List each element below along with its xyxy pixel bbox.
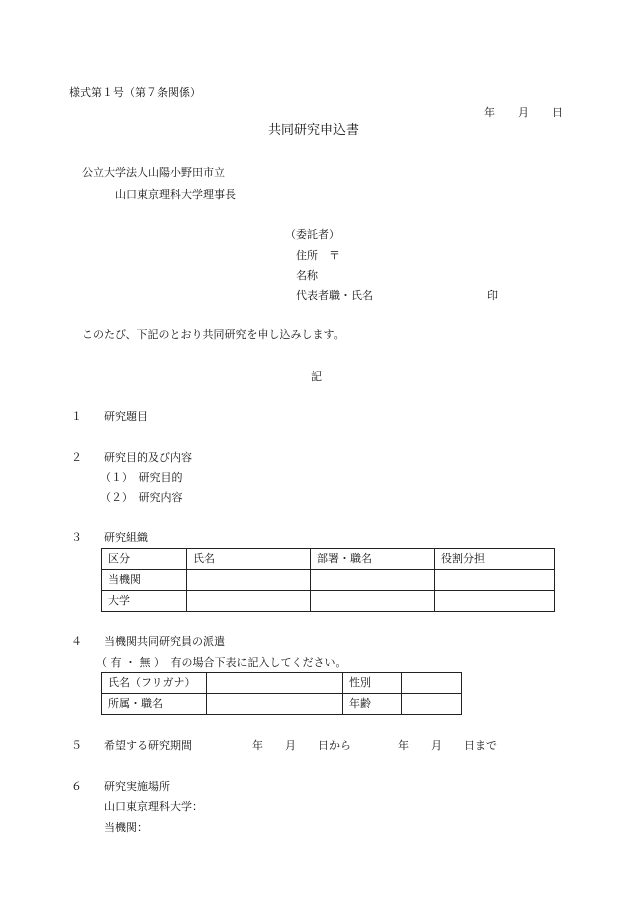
seal-mark: 印	[487, 289, 498, 302]
table-row	[102, 673, 462, 694]
dispatch-name-label: 氏名（フリガナ）	[102, 673, 207, 694]
intro-text: このたび、下記のとおり共同研究を申し込みします。	[82, 328, 345, 341]
table-row	[102, 570, 555, 591]
table-cell[interactable]	[187, 570, 311, 591]
period-end-month: 月	[431, 739, 442, 752]
section-2-sub-2: （２） 研究内容	[100, 491, 183, 504]
table-cell[interactable]	[402, 694, 462, 715]
section-6-label: 研究実施場所	[104, 780, 170, 793]
table-cell[interactable]	[435, 570, 555, 591]
section-1-label: 研究題目	[104, 410, 148, 423]
table-cell[interactable]	[311, 591, 435, 612]
period-end-day: 日まで	[464, 739, 497, 752]
form-number: 様式第１号（第７条関係）	[69, 86, 201, 99]
table-header-row	[102, 549, 555, 570]
period-end-year: 年	[398, 739, 409, 752]
section-2-number: ２	[71, 451, 82, 464]
section-3-label: 研究組織	[104, 531, 148, 544]
date-month-label: 月	[518, 106, 529, 119]
ki-marker: 記	[311, 370, 322, 383]
applicant-address-label: 住所 〒	[296, 249, 340, 262]
header-role: 役割分担	[435, 549, 555, 570]
section-5-label: 希望する研究期間	[104, 739, 192, 752]
section-3-number: ３	[71, 531, 82, 544]
dispatch-gender-label: 性別	[343, 673, 402, 694]
dispatch-table	[101, 672, 462, 715]
section-1-number: １	[71, 410, 82, 423]
period-start-day: 日から	[318, 739, 351, 752]
header-category: 区分	[102, 549, 187, 570]
header-dept-title: 部署・職名	[311, 549, 435, 570]
row-label-organization: 当機関	[102, 570, 187, 591]
dispatch-age-label: 年齢	[343, 694, 402, 715]
dispatch-choice-text: （ 有 ・ 無 ） 有の場合下表に記入してください。	[96, 656, 347, 669]
dispatch-affil-label: 所属・職名	[102, 694, 207, 715]
section-2-sub-1: （１） 研究目的	[100, 471, 183, 484]
applicant-rep-label: 代表者職・氏名	[296, 289, 373, 302]
applicant-heading: （委託者）	[285, 228, 340, 241]
date-day-label: 日	[552, 106, 563, 119]
table-cell[interactable]	[311, 570, 435, 591]
site-organization: 当機関：	[104, 821, 148, 834]
section-6-number: ６	[71, 780, 82, 793]
row-label-university: 大学	[102, 591, 187, 612]
period-start-month: 月	[285, 739, 296, 752]
site-university: 山口東京理科大学：	[104, 800, 203, 813]
header-name: 氏名	[187, 549, 311, 570]
recipient-line-1: 公立大学法人山陽小野田市立	[82, 166, 225, 179]
table-cell[interactable]	[207, 673, 343, 694]
date-year-label: 年	[484, 106, 495, 119]
document-title: 共同研究申込書	[268, 123, 360, 138]
period-start-year: 年	[252, 739, 263, 752]
table-cell[interactable]	[435, 591, 555, 612]
section-4-number: ４	[71, 635, 82, 648]
table-cell[interactable]	[402, 673, 462, 694]
applicant-name-label: 名称	[296, 269, 318, 282]
section-2-label: 研究目的及び内容	[104, 451, 192, 464]
table-row	[102, 694, 462, 715]
research-org-table	[101, 548, 555, 612]
table-cell[interactable]	[187, 591, 311, 612]
table-row	[102, 591, 555, 612]
section-4-label: 当機関共同研究員の派遣	[104, 635, 225, 648]
recipient-line-2: 山口東京理科大学理事長	[115, 188, 236, 201]
table-cell[interactable]	[207, 694, 343, 715]
section-5-number: ５	[71, 739, 82, 752]
